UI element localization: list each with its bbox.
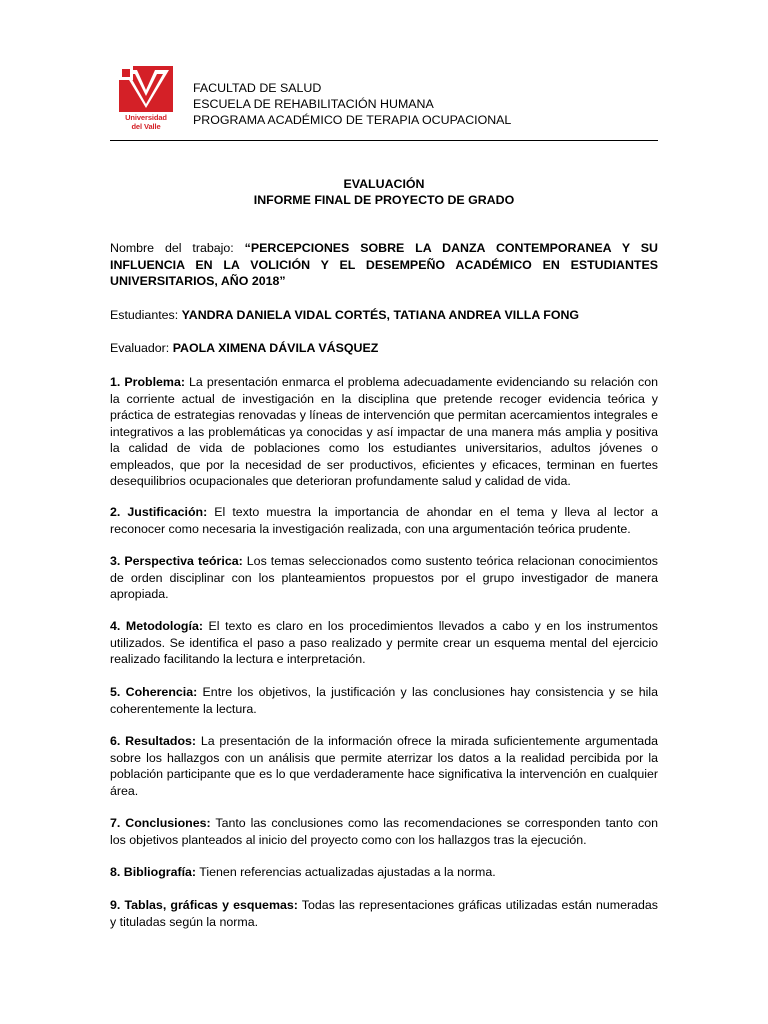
institution-header <box>193 80 511 128</box>
evaluator-value: PAOLA XIMENA DÁVILA VÁSQUEZ <box>172 341 379 355</box>
section-heading: 9. Tablas, gráficas y esquemas: <box>110 898 298 912</box>
section-text: La presentación de la información ofrece la mirada suficientemente argumentada sobre los hallazgos con un análisis que permite aterrizar los datos a la realidad percibida por la población participante que es lo que verdaderamente hace significativa la intervención en cualquier área. <box>110 734 658 798</box>
students <box>110 307 658 324</box>
section-text: Entre los objetivos, la justificación y las conclusiones hay consistencia y se hila coherentemente la lectura. <box>110 685 658 716</box>
section-coherencia <box>110 684 658 717</box>
university-logo-text <box>113 114 179 131</box>
section-text: Todas las representaciones gráficas utilizadas están numeradas y tituladas según la norma. <box>110 898 659 929</box>
section-justificacion <box>110 504 658 537</box>
section-heading: 1. Problema: <box>110 375 185 389</box>
school-name: ESCUELA DE REHABILITACIÓN HUMANA <box>193 97 434 111</box>
work-name-value: “PERCEPCIONES SOBRE LA DANZA CONTEMPORANEA Y SU INFLUENCIA EN LA VOLICIÓN Y EL DESEMPEÑO ACADÉMICO EN ESTUDIANTES UNIVERSITARIOS, AÑO 2018” <box>110 241 658 288</box>
section-perspectiva-teorica <box>110 553 658 603</box>
document-title: EVALUACIÓN <box>343 177 425 191</box>
logo-line-2: del Valle <box>131 121 161 131</box>
students-label: Estudiantes: <box>110 308 182 322</box>
document-subtitle: INFORME FINAL DE PROYECTO DE GRADO <box>253 193 515 207</box>
section-conclusiones <box>110 815 658 848</box>
university-logo-mark <box>119 66 173 112</box>
faculty-name: FACULTAD DE SALUD <box>193 81 322 95</box>
section-text: Los temas seleccionados como sustento teórica relacionan conocimientos de orden disciplinar con los planteamientos propuestos por el grupo investigador de manera apropiada. <box>110 554 658 601</box>
program-name: PROGRAMA ACADÉMICO DE TERAPIA OCUPACIONAL <box>193 113 512 127</box>
section-text: El texto muestra la importancia de ahondar en el tema y lleva al lector a reconocer como necesaria la investigación realizada, con una argumentación teórica prudente. <box>110 505 658 536</box>
header-divider <box>110 140 658 141</box>
section-text: La presentación enmarca el problema adecuadamente evidenciando su relación con la corriente actual de investigación en la disciplina que pretende recoger evidencia teórica y práctica de estrategias renovadas y líneas de intervención que permitan acercamientos integrales e integrativos a las problemáticas ya conocidas y así impactar de una manera más amplia y positiva la calidad de vida de poblaciones como los estudiantes universitarios, adultos jóvenes o empleados, que por la necesidad de ser productivos, eficientes y eficaces, terminan en fuertes desequilibrios ocupacionales que deterioran profundamente salud y calidad de vida. <box>110 375 659 488</box>
section-heading: 5. Coherencia: <box>110 685 198 699</box>
section-text: El texto es claro en los procedimientos llevados a cabo y en los instrumentos utilizados. Se identifica el paso a paso realizado y permite crear un esquema mental del ejercicio realizado facilitando la lectura e interpretación. <box>110 619 658 666</box>
section-heading: 8. Bibliografía: <box>110 865 197 879</box>
section-problema <box>110 374 658 490</box>
section-text: Tienen referencias actualizadas ajustadas a la norma. <box>196 865 496 879</box>
section-heading: 4. Metodología: <box>110 619 203 633</box>
section-bibliografia <box>110 864 658 881</box>
evaluator-label: Evaluador: <box>110 341 173 355</box>
work-name <box>110 240 658 290</box>
section-text: Tanto las conclusiones como las recomendaciones se corresponden tanto con los objetivos planteados al inicio del proyecto como con los hallazgos tras la ejecución. <box>110 816 658 847</box>
students-value: YANDRA DANIELA VIDAL CORTÉS, TATIANA ANDREA VILLA FONG <box>181 308 580 322</box>
section-heading: 2. Justificación: <box>110 505 208 519</box>
section-heading: 7. Conclusiones: <box>110 816 211 830</box>
section-heading: 6. Resultados: <box>110 734 197 748</box>
section-heading: 3. Perspectiva teórica: <box>110 554 243 568</box>
section-tablas-graficas <box>110 897 658 930</box>
section-resultados <box>110 733 658 799</box>
work-name-label: Nombre del trabajo: <box>110 241 245 255</box>
logo-line-1: Universidad <box>125 113 167 122</box>
section-metodologia <box>110 618 658 668</box>
evaluator <box>110 340 658 357</box>
